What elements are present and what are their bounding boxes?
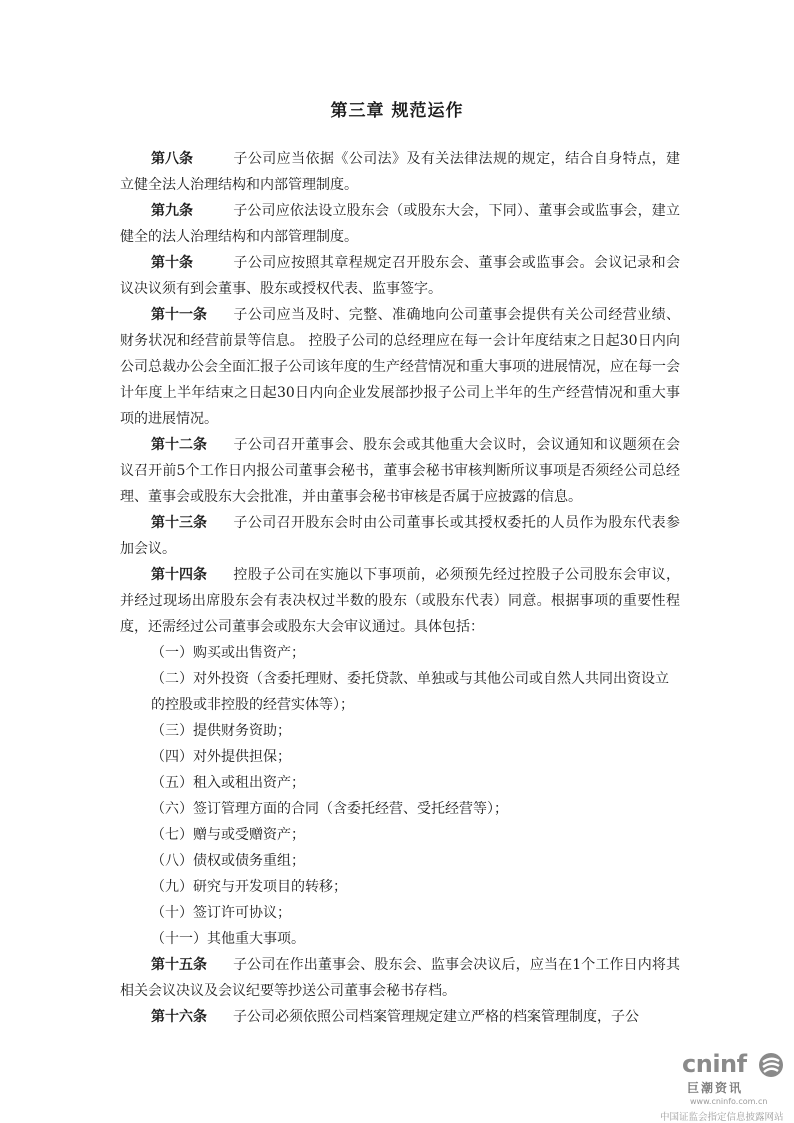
article-text: 控股子公司在实施以下事项前，必须预先经过控股子公司股东会审议，并经过现场出席股东会有表决权过半数的股东（或股东代表）同意。根据事项的重要性程度，还需经过公司董事会或股东大会审议通过。具体包括： [120,567,680,635]
list-item: （五）租入或租出资产； [151,775,305,791]
article-11 [120,302,680,432]
list-item: （九）研究与开发项目的转移； [151,879,347,895]
article-10 [120,250,680,302]
list-item: （三）提供财务资助； [151,723,291,739]
brand-footer: 中国证监会指定信息披露网站 [660,1112,784,1123]
article-label: 第十六条 [151,1009,207,1025]
article-text: 子公司应当及时、完整、准确地向公司董事会提供有关公司经营业绩、财务状况和经营前景等信息。 控股子公司的总经理应在每一会计年度结束之日起30日内向公司总裁办公会全面汇报子公司该年度的生产经营情况和重大事项的进展情况，应在每一会计年度上半年结束之日起30日内向企业发展部抄报子公司上半年的生产经营情况和重大事项的进展情况。 [120,307,680,427]
article-text: 子公司召开董事会、股东会或其他重大会议时，会议通知和议题须在会议召开前5个工作日内报公司董事会秘书，董事会秘书审核判断所议事项是否须经公司总经理、董事会或股东大会批准，并由董事会秘书审核是否属于应披露的信息。 [120,437,680,505]
article-label: 第十二条 [151,437,207,453]
list-item: （七）赠与或受赠资产； [151,827,305,843]
article-label: 第八条 [151,151,193,167]
list-item: （四）对外提供担保； [151,749,291,765]
list-item: （六）签订管理方面的合同（含委托经营、受托经营等）； [151,801,508,817]
article-16 [120,1004,680,1030]
article-text: 子公司应依法设立股东会（或股东大会，下同）、董事会或监事会，建立健全的法人治理结构和内部管理制度。 [120,203,680,245]
article-text: 子公司召开股东会时由公司董事长或其授权委托的人员作为股东代表参加会议。 [120,515,680,557]
article-label: 第十五条 [151,957,207,973]
article-label: 第十四条 [151,567,207,583]
article-label: 第九条 [151,203,193,219]
article-label: 第十一条 [151,307,207,323]
cninfo-watermark [660,1050,794,1123]
article-12 [120,432,680,510]
article-text: 子公司在作出董事会、股东会、监事会决议后，应当在1个工作日内将其相关会议决议及会议纪要等抄送公司董事会秘书存档。 [120,957,680,999]
article-14 [120,562,680,640]
article-15 [120,952,680,1004]
article-13 [120,510,680,562]
chapter-title: 第三章 规范运作 [330,101,464,121]
brand-wordmark: cninf [682,1050,747,1078]
list-item: （二）对外投资（含委托理财、委托贷款、单独或与其他公司或自然人共同出资设立的控股或非控股的经营实体等）； [151,671,669,713]
list-item: （十一）其他重大事项。 [151,931,305,947]
article-label: 第十三条 [151,515,207,531]
cninfo-logo-icon [758,1052,784,1078]
article-text: 子公司必须依照公司档案管理规定建立严格的档案管理制度，子公 [233,1009,639,1025]
article-label: 第十条 [151,255,193,271]
list-item: （一）购买或出售资产； [151,645,305,661]
article-text: 子公司应按照其章程规定召开股东会、董事会或监事会。会议记录和会议决议须有到会董事、股东或授权代表、监事签字。 [120,255,680,297]
article-text: 子公司应当依据《公司法》及有关法律法规的规定，结合自身特点，建立健全法人治理结构和内部管理制度。 [120,151,680,193]
document-body [120,146,680,1030]
brand-url: www.cninfo.com.cn [690,1097,768,1106]
article-8 [120,146,680,198]
brand-chinese-name: 巨潮资讯 [687,1081,744,1095]
list-item: （八）债权或债务重组； [151,853,305,869]
article-9 [120,198,680,250]
list-item: （十）签订许可协议； [151,905,291,921]
